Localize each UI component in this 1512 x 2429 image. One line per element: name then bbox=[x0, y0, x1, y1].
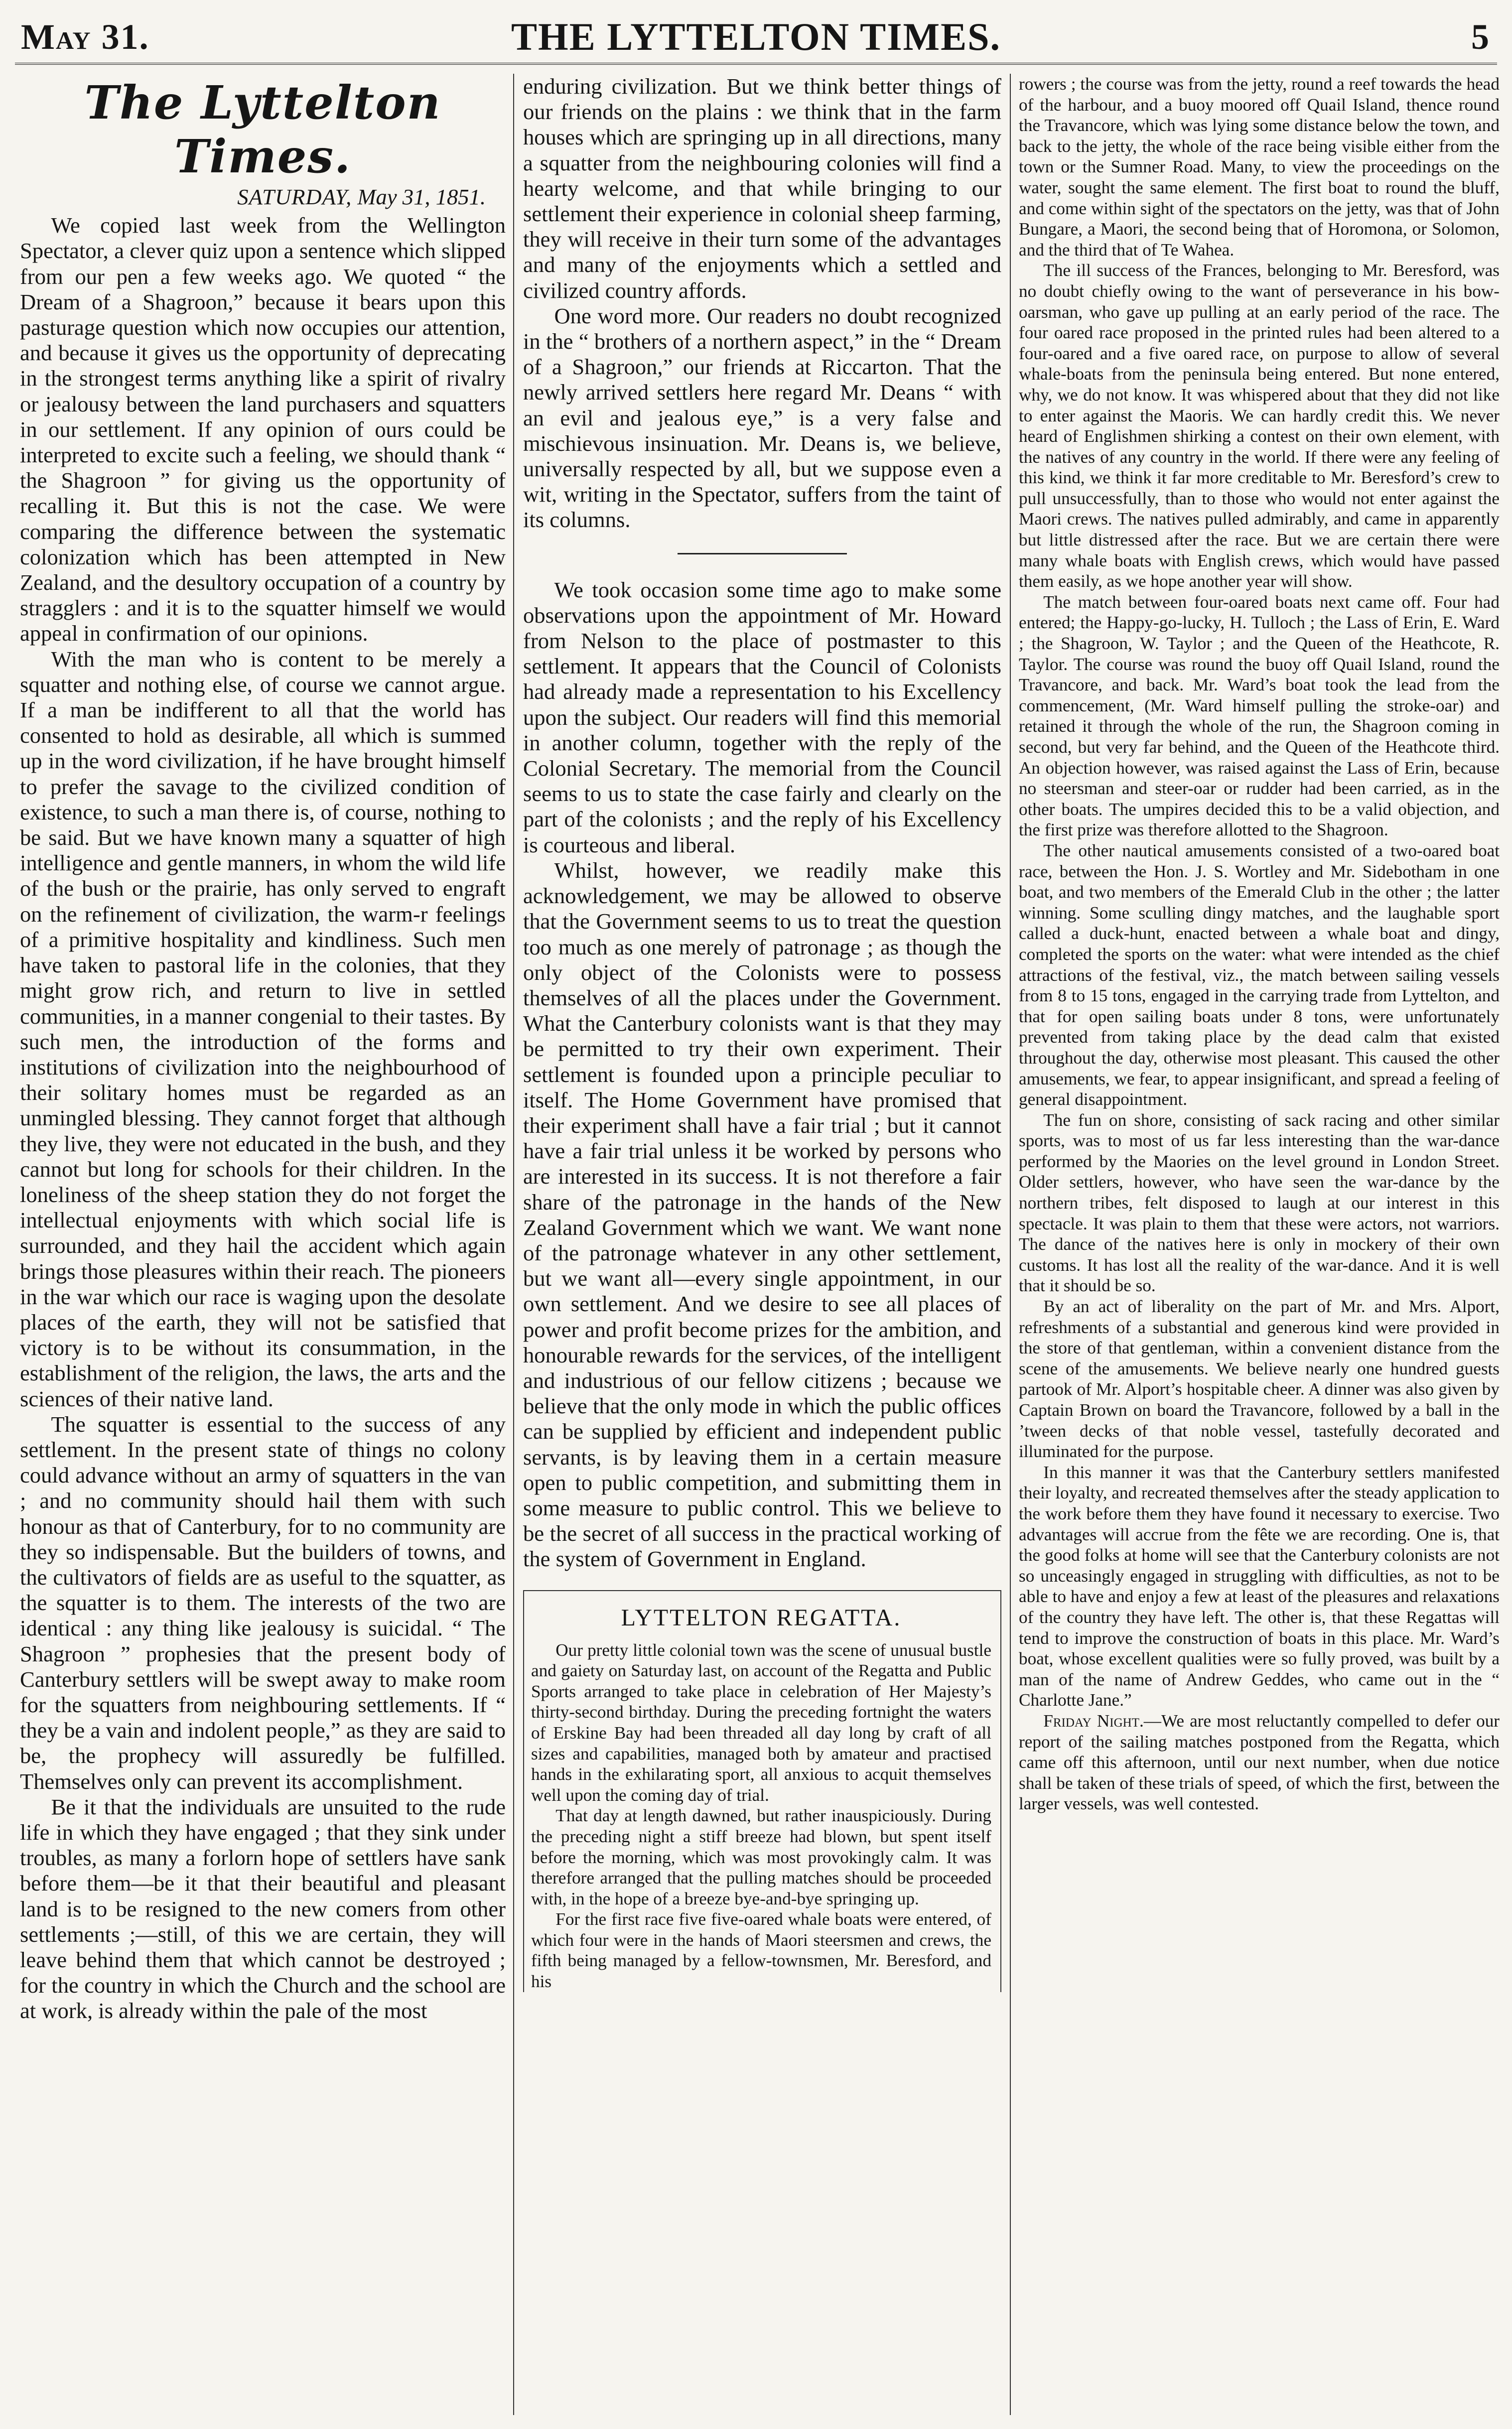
postmaster-paragraph: We took occasion some time ago to make some observations upon the appointment of Mr. Howard from Nelson to the place of postmaster to this settlement. It appears that the Council of Colonists had already made a representation to his Excellency upon the subject. Our readers will find this memorial in another column, together with the reply of the Colonial Secretary. The memorial from the Council seems to us to state the case fairly and clearly on the part of the colonists ; and the reply of his Excellency is courteous and liberal. bbox=[523, 577, 1001, 857]
editorial-paragraph: enduring civilization. But we think better things of our friends on the plains : we think that in the farm houses which are springing up in all directions, many a squatter from the neighbouring colonies will find a hearty welcome, and that while bringing to our settlement their experience in colonial sheep farming, they will receive in their turn some of the advantages and many of the enjoyments which a settled and civilized country affords. bbox=[523, 74, 1001, 303]
postmaster-paragraph: Whilst, however, we readily make this acknowledgement, we may be allowed to observe that the Government seems to us to treat the question too much as one merely of patronage ; as though the only object of the Colonists were to possess themselves of all the places under the Government. What the Canterbury colonists want is that they may be permitted to try their own experiment. Their settlement is founded upon a principle peculiar to itself. The Home Government have promised that their experiment shall have a fair trial ; but it cannot have a fair trial unless it be worked by persons who are interested in its success. It is not therefore a fair share of the patronage in the hands of the New Zealand Government which we want. We want none of the patronage whatever in any other settlement, but we want all—every single appointment, in our own settlement. And we desire to see all places of power and profit become prizes for the ambition, and honourable rewards for the services, of the intelligent and industrious of our fellow citizens ; because we believe that the only mode in which the public offices can be supplied by efficient and independent public servants, is by leaving them in a certain measure open to public competition, and submitting them in some measure to public control. This we believe to be the secret of all success in the practical working of the system of Government in England. bbox=[523, 857, 1001, 1572]
editorial-paragraph: With the man who is content to be merely a squatter and nothing else, of course we cannot argue. If a man be indifferent to all that the world has consented to hold as desirable, all which is summed up in the word civilization, if he have brought himself to prefer the savage to the civilized condition of existence, to such a man there is, of course, nothing to be said. But we have known many a squatter of high intelligence and gentle manners, in whom the wild life of the bush or the prairie, has only served to engraft on the refinement of civilization, the warm-r feelings of a primitive hospitality and kindliness. Such men have taken to pastoral life in the colonies, that they might grow rich, and return to live in settled communities, in a manner congenial to their tastes. By such men, the introduction of the forms and institutions of civilization into the neighbourhood of their solitary homes must be regarded as an unmingled blessing. They cannot forget that although they live, they were not educated in the bush, and they cannot but long for schools for their children. In the loneliness of the sheep station they do not forget the intellectual enjoyments with which social life is surrounded, and they hail the accident which again brings those pleasures within their reach. The pioneers in the war which our race is waging upon the desolate places of the earth, they will not be satisfied that victory is to be without its consummation, in the establishment of the religion, the laws, the arts and the sciences of their native land. bbox=[20, 646, 506, 1411]
regatta-heading: LYTTELTON REGATTA. bbox=[621, 1604, 902, 1631]
regatta-paragraph: In this manner it was that the Canterbury settlers manifested their loyalty, and recreated themselves after the steady application to the work before them they have found it necessary to exercise. Two advantages will accrue from the fête we are recording. One is, that the good folks at home will see that the Canterbury colonists are not so unceasingly engaged in struggling with difficulties, as not to be able to have and enjoy a few at least of the pleasures and relaxations of the country they have left. The other is, that these Regattas will tend to improve the construction of boats in this place. Mr. Ward’s boat, whose excellent qualities were so fully proved, was built by a man of the name of Andrew Geddes, who came out in the “ Charlotte Jane.” bbox=[1019, 1462, 1500, 1710]
column-rule bbox=[1010, 74, 1011, 2415]
column-3 bbox=[1019, 74, 1500, 2420]
issue-date: May 31. bbox=[21, 17, 149, 57]
editorial-dateline bbox=[20, 184, 506, 210]
column-rule bbox=[513, 74, 514, 2415]
editorial-heading: The Lyttelton Times. bbox=[84, 76, 441, 183]
regatta-paragraph: For the first race five five-oared whale boats were entered, of which four were in the hands of Maori steersmen and crews, the fifth being managed by a fellow-townsmen, Mr. Beresford, and his bbox=[531, 1909, 991, 1992]
regatta-paragraph: rowers ; the course was from the jetty, round a reef towards the head of the harbour, and a buoy moored off Quail Island, thence round the Travancore, which was lying some distance below the town, and back to the jetty, the whole of the race being visible either from the town or the Sumner Road. Many, to view the proceedings on the water, sought the same element. The first boat to round the bluff, and come within sight of the spectators on the jetty, was that of John Bungare, a Maori, the second being that of Horomona, or Solomon, and the third that of Te Wahea. bbox=[1019, 74, 1500, 260]
regatta-paragraph: Our pretty little colonial town was the scene of unusual bustle and gaiety on Saturday last, on account of the Regatta and Public Sports arranged to take place in celebration of Her Majesty’s thirty-second birthday. During the preceding fortnight the waters of Erskine Bay had been threaded all day long by craft of all sizes and capabilities, managed both by amateur and practised hands in the exhilarating sport, all anxious to acquit themselves well upon the coming day of trial. bbox=[531, 1640, 991, 1805]
regatta-paragraph: By an act of liberality on the part of Mr. and Mrs. Alport, refreshments of a substantial and generous kind were provided in the store of that gentleman, within a convenient distance from the scene of the amusements. We believe nearly one hundred guests partook of Mr. Alport’s hospitable cheer. A dinner was also given by Captain Brown on board the Travancore, followed by a ball in the ’tween decks of that noble vessel, tastefully decorated and illuminated for the purpose. bbox=[1019, 1297, 1500, 1462]
dateline-date: May 31, 1851. bbox=[352, 184, 486, 209]
editorial-paragraph: One word more. Our readers no doubt recognized in the “ brothers of a northern aspect,” in the “ Dream of a Shagroon,” our friends at Riccarton. That the newly arrived settlers here regard Mr. Deans “ with an evil and jealous eye,” is a very false and mischievous insinuation. Mr. Deans is, we believe, universally respected by all, but we suppose even a wit, writing in the Spectator, suffers from the taint of its columns. bbox=[523, 303, 1001, 533]
friday-night-text: —We are most reluctantly compelled to defer our report of the sailing matches postponed from the Regatta, which came off this afternoon, until our next number, when due notice shall be taken of these trials of speed, of which the first, between the larger vessels, was well contested. bbox=[1019, 1711, 1500, 1814]
regatta-paragraph: That day at length dawned, but rather inauspiciously. During the preceding night a stiff breeze had blown, but spent itself before the morning, which was most provokingly calm. It was therefore arranged that the pulling matches should be proceeded with, in the hope of a breeze bye-and-bye springing up. bbox=[531, 1806, 991, 1908]
regatta-paragraph: The other nautical amusements consisted of a two-oared boat race, between the Hon. J. S. Wortley and Mr. Sidebotham in one boat, and two members of the Emerald Club in the other ; the latter winning. Some sculling dingy matches, and the laughable sport called a duck-hunt, enacted between a whale boat and dingy, completed the sports on the water: what were intended as the chief attractions of the festival, viz., the match between sailing vessels from 8 to 15 tons, engaged in the carrying trade from Lyttelton, and that for open sailing boats under 8 tons, were unfortunately prevented from taking place by the dead calm that existed throughout the day, otherwise most pleasant. This caused the other amusements, we fear, to appear insignificant, and spread a feeling of general disappointment. bbox=[1019, 840, 1500, 1109]
friday-night-label: Friday Night. bbox=[1043, 1711, 1144, 1731]
masthead bbox=[15, 8, 1497, 65]
column-1 bbox=[20, 74, 506, 2420]
regatta-article bbox=[523, 1590, 1001, 1992]
page-number: 5 bbox=[1471, 17, 1490, 57]
section-divider bbox=[678, 553, 847, 554]
regatta-paragraph: The ill success of the Frances, belonging to Mr. Beresford, was no doubt chiefly owing to the want of perseverance in his bow-oarsman, who gave up pulling at an early period of the race. The four oared race proposed in the printed rules had been altered to a four-oared and a five oared race, on purpose to allow of several whale-boats from the peninsula being entered. But none entered, why, we do not know. It was whispered about that they did not like to enter against the Maoris. We can hardly credit this. We never heard of Englishmen shirking a contest on their own element, with the natives of any country in the world. If there were any feeling of this kind, we think it far more creditable to Mr. Beresford’s crew to pull unsuccessfully, than to those who would not enter against the Maori crews. The natives pulled admirably, and came in apparently but little distressed after the race. But we are certain there were many whale boats with English crews, which would have passed them easily, as we hope another year will show. bbox=[1019, 261, 1500, 591]
editorial-paragraph: Be it that the individuals are unsuited to the rude life in which they have engaged ; that they sink under troubles, as many a forlorn hope of settlers have sank before them—be it that their beautiful and pleasant land is to be resigned to the new comers from other settlements ;—still, of this we are certain, they will leave behind them that which cannot be destroyed ; for the country in which the Church and the school are at work, is already within the pale of the most bbox=[20, 1794, 506, 2024]
regatta-paragraph: The match between four-oared boats next came off. Four had entered; the Happy-go-lucky, H. Tulloch ; the Lass of Erin, E. Ward ; the Shagroon, W. Taylor ; and the Queen of the Heathcote, R. Taylor. The course was round the buoy off Quail Island, round the Travancore, and back. Mr. Ward’s boat took the lead from the commencement, (Mr. Ward himself pulling the stroke-oar) and retained it through the whole of the run, the Shagroon coming in second, but very far behind, and the Queen of the Heathcote third. An objection however, was raised against the Lass of Erin, because no steersman and steer-oar or rudder had been carried, as in the other boats. The umpires decided this to be a valid objection, and the first prize was therefore allotted to the Shagroon. bbox=[1019, 592, 1500, 840]
regatta-paragraph: The fun on shore, consisting of sack racing and other similar sports, was to most of us far less interesting than the war-dance performed by the Maories on the level ground in London Street. Older settlers, however, who have seen the war-dance by the northern tribes, felt disposed to laugh at our interest in this spectacle. It was plain to them that these were actors, not warriors. The dance of the natives here is only in mockery of their own customs. It has lost all the reality of the war-dance. And it is well that it should be so. bbox=[1019, 1110, 1500, 1296]
editorial-paragraph: The squatter is essential to the success of any settlement. In the present state of things no colony could advance without an army of squatters in the van ; and no community should hail them with such honour as that of Canterbury, for to no community are they so indispensable. But the builders of towns, and the cultivators of fields are as useful to the squatter, as the squatter is to them. The interests of the two are identical : any thing like jealousy is suicidal. “ The Shagroon ” prophesies that the present body of Canterbury settlers will be swept away to make room for the squatters from neighbouring settlements. If “ they be a vain and indolent people,” as they are said to be, the prophecy will assuredly be fulfilled. Themselves only can prevent its accomplishment. bbox=[20, 1411, 506, 1794]
editorial-paragraph: We copied last week from the Wellington Spectator, a clever quiz upon a sentence which slipped from our pen a few weeks ago. We quoted “ the Dream of a Shagroon,” because it bears upon this pasturage question which now occupies our attention, and because it gives us the opportunity of deprecating in the strongest terms anything like a spirit of rivalry or jealousy between the land purchasers and squatters in our settlement. If any opinion of ours could be interpreted to excite such a feeling, we should thank “ the Shagroon ” for giving us the opportunity of recalling it. But this is not the case. We were comparing the difference between the systematic colonization which has been attempted in New Zealand, and the desultory occupation of a country by stragglers : and it is to the squatter himself we would appeal in confirmation of our opinions. bbox=[20, 213, 506, 646]
friday-night-paragraph bbox=[1019, 1711, 1500, 1814]
column-2 bbox=[523, 74, 1001, 2420]
dateline-day: SATURDAY, bbox=[237, 184, 352, 209]
newspaper-title: THE LYTTELTON TIMES. bbox=[511, 15, 1001, 58]
